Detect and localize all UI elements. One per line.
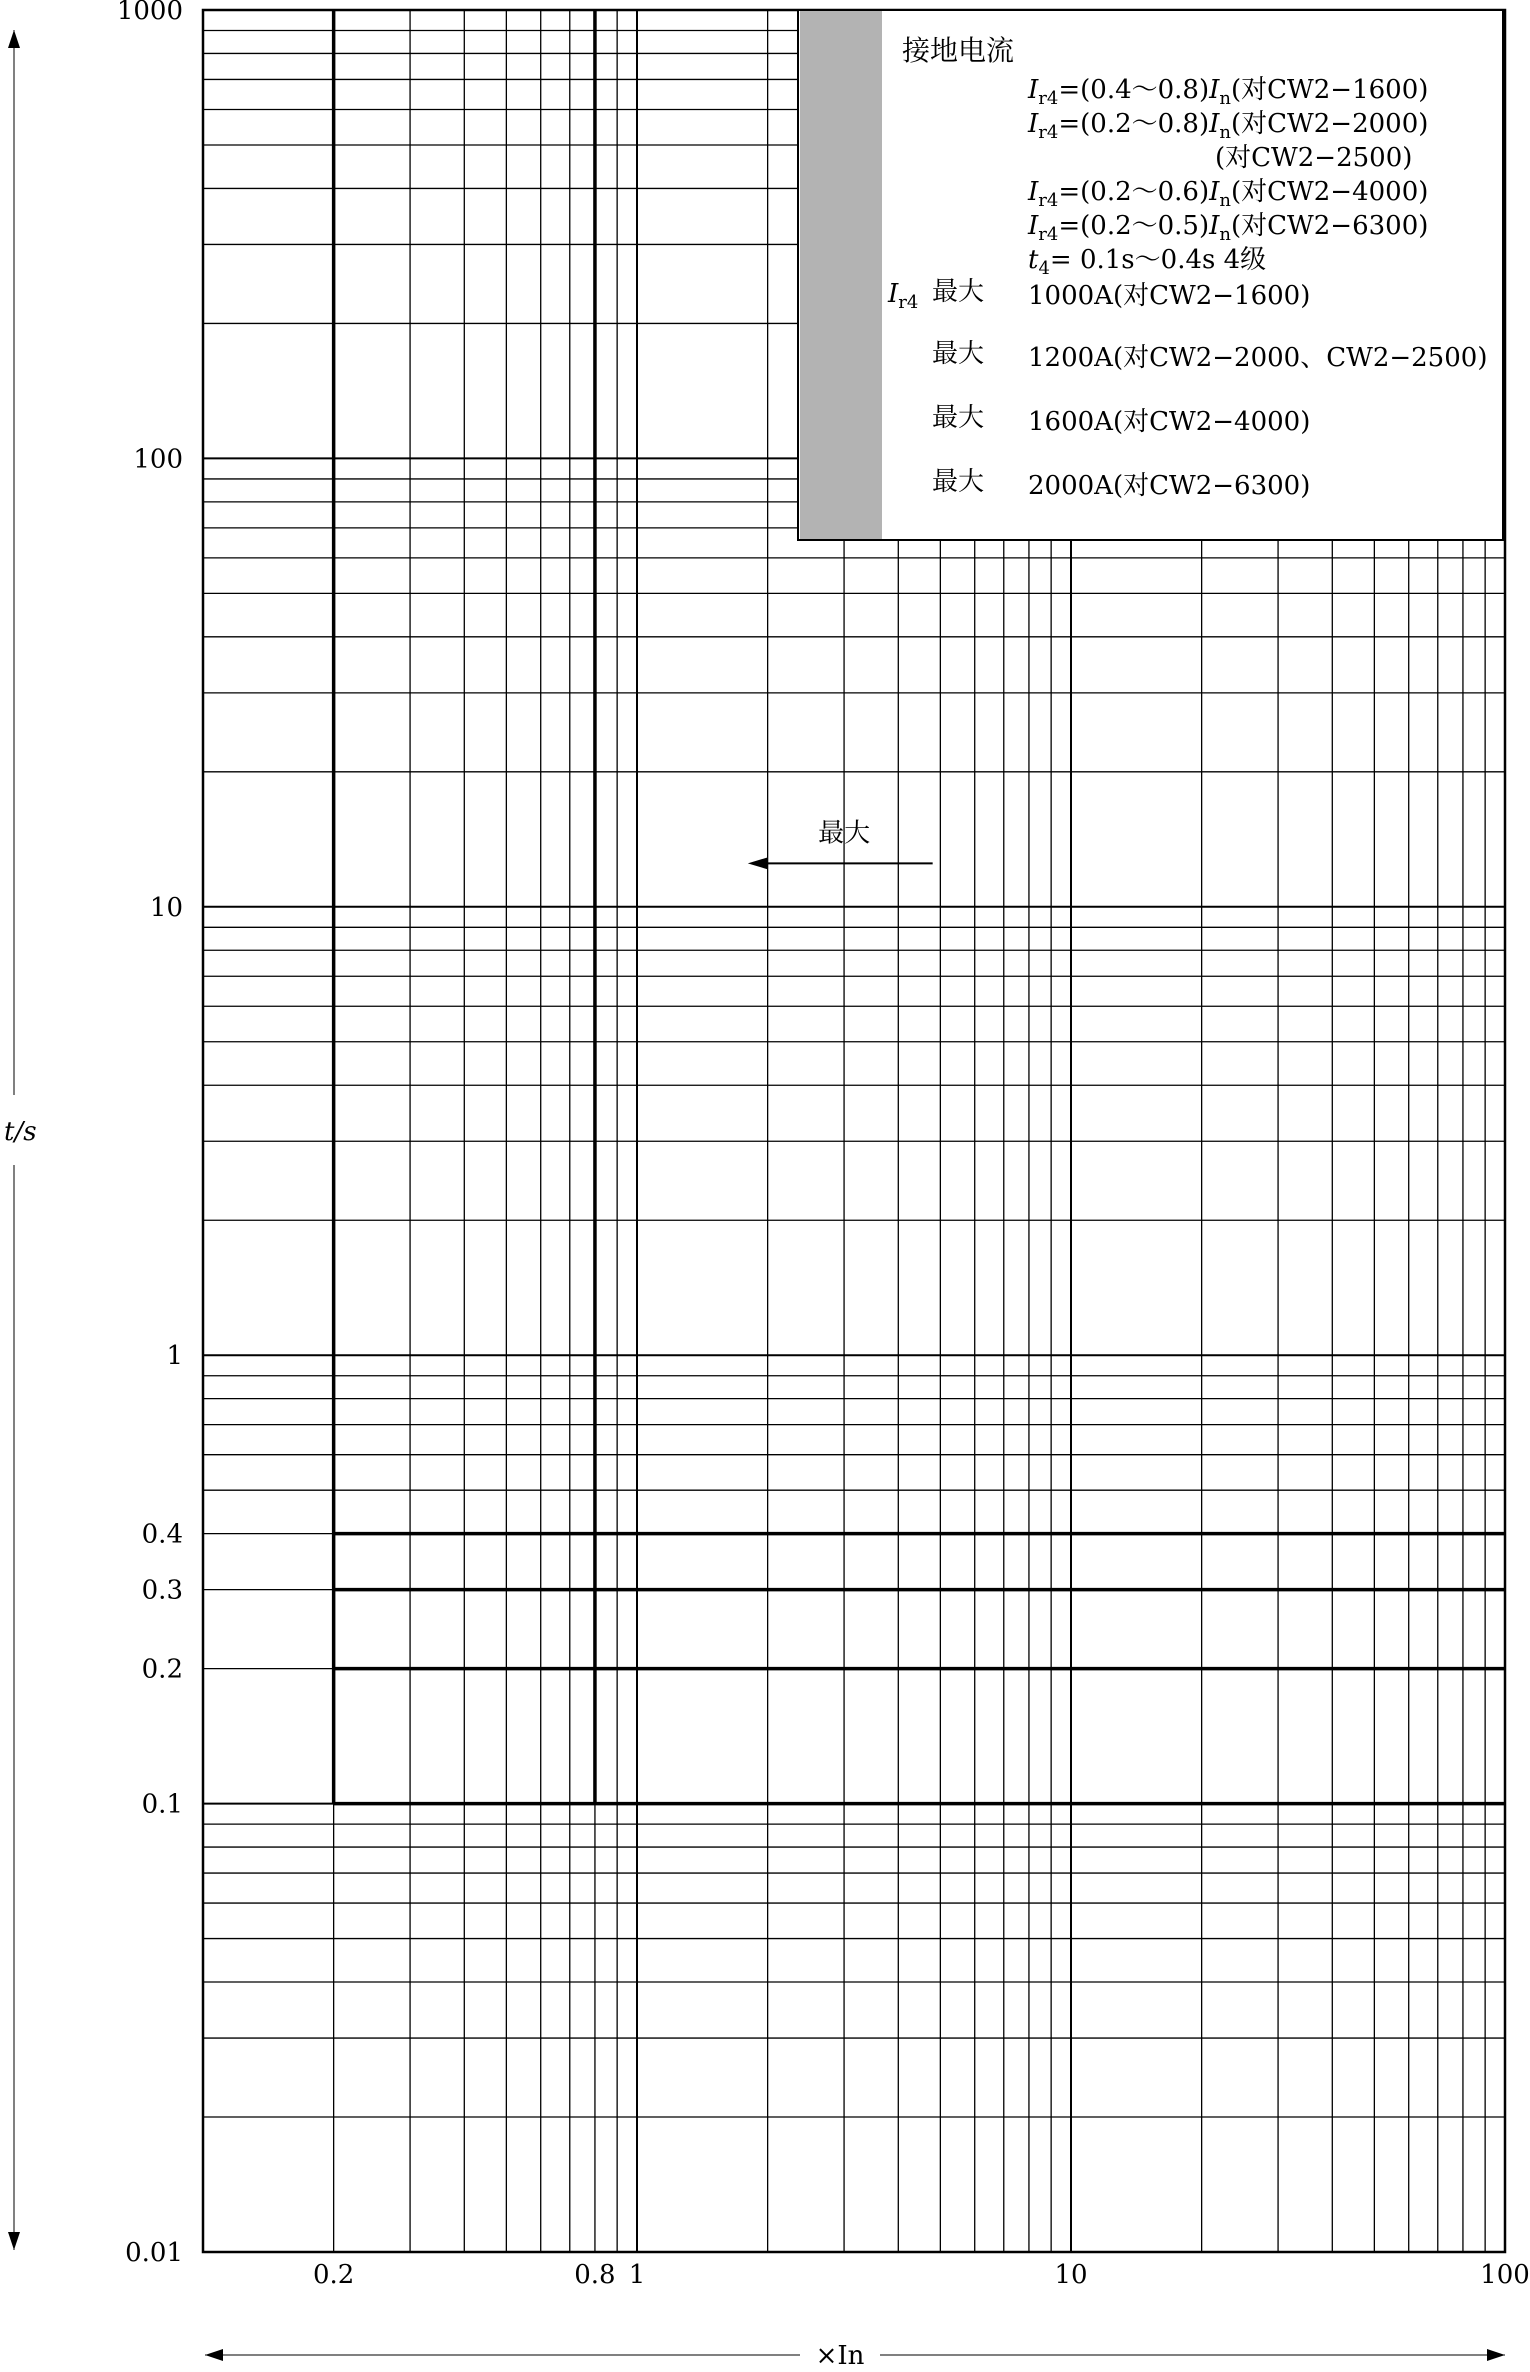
x-tick-label: 0.8 [574, 2260, 616, 2290]
y-axis-arrowhead [8, 2232, 20, 2250]
y-axis-arrowhead [8, 30, 20, 48]
annotation-arrowhead [748, 857, 768, 869]
y-tick-label: 0.2 [141, 1654, 183, 1685]
y-tick-label: 100 [133, 444, 183, 475]
y-tick-label: 0.01 [125, 2238, 183, 2268]
legend-max-value: 1600A(对CW2−4000) [1028, 407, 1311, 437]
legend-max-value: 2000A(对CW2−6300) [1028, 471, 1311, 501]
legend-setting-line: $I_{r4}=(0.2\sim 0.6)I_n$(对CW2−4000) [1028, 177, 1429, 211]
legend-max-label: 最大 [932, 339, 985, 369]
legend-max-label: 最大 [932, 403, 985, 433]
x-axis-arrowhead [205, 2349, 223, 2361]
y-tick-label: 0.4 [141, 1519, 183, 1550]
legend-title: 接地电流 [902, 34, 1015, 67]
legend-max-symbol: $I_{r4}$ [888, 279, 919, 313]
legend-setting-line: $I_{r4}=(0.2\sim 0.8)I_n$(对CW2−2000) [1028, 109, 1429, 143]
x-tick-label: 1 [628, 2260, 646, 2290]
y-tick-label: 1 [166, 1341, 183, 1372]
x-tick-label: 0.2 [312, 2260, 355, 2290]
y-tick-label: 1000 [116, 0, 183, 26]
y-tick-label: 0.1 [141, 1789, 183, 1820]
x-axis-label: ×In [815, 2341, 865, 2371]
y-tick-label: 0.3 [141, 1575, 183, 1606]
legend-max-value: 1200A(对CW2−2000、CW2−2500) [1028, 343, 1488, 373]
legend-max-label: 最大 [932, 277, 985, 307]
legend-gray-bar [800, 11, 882, 539]
annotations [748, 818, 933, 869]
y-axis-label: t/s [4, 1117, 37, 1147]
legend-setting-line: (对CW2−2500) [1215, 143, 1413, 173]
x-tick-label: 100 [1480, 2260, 1530, 2290]
legend [798, 10, 1503, 540]
x-tick-label: 10 [1054, 2260, 1088, 2290]
legend-max-label: 最大 [932, 467, 985, 497]
legend-setting-line: $I_{r4}=(0.4\sim 0.8)I_n$(对CW2−1600) [1028, 75, 1429, 109]
x-axis-arrowhead [1487, 2349, 1505, 2361]
y-tick-label: 10 [149, 892, 183, 923]
annotation-label: 最大 [818, 818, 871, 849]
legend-setting-line: $I_{r4}=(0.2\sim 0.5)I_n$(对CW2−6300) [1028, 211, 1429, 245]
legend-max-value: 1000A(对CW2−1600) [1028, 281, 1311, 311]
legend-setting-line: $t_4=$ 0.1s～0.4s 4级 [1028, 245, 1267, 279]
